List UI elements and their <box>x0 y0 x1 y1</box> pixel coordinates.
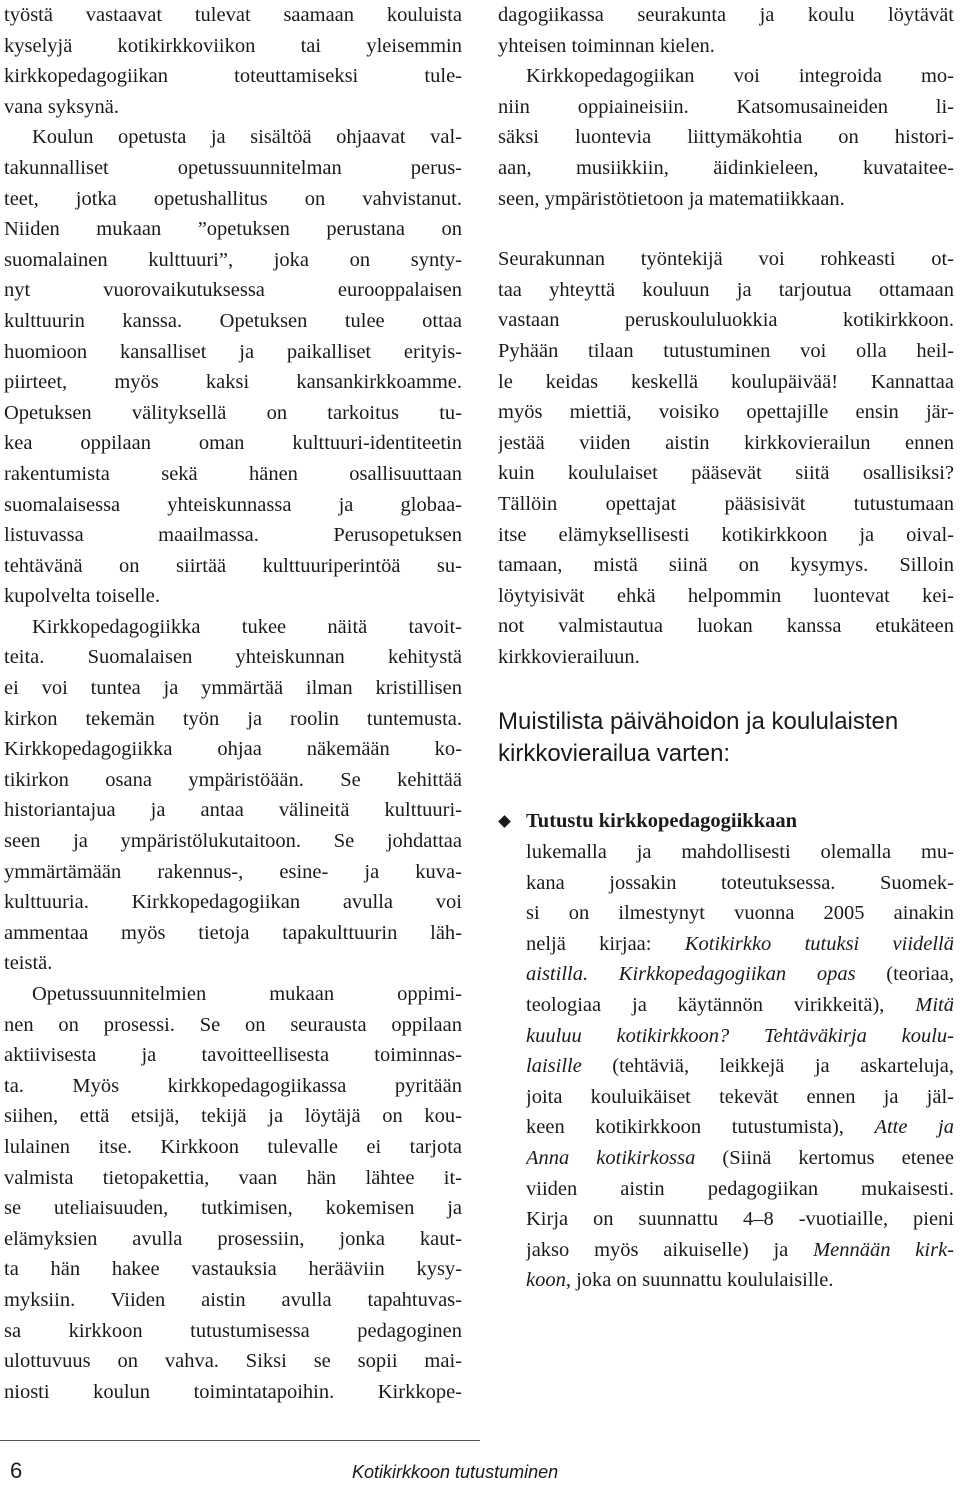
text-line: le keidas keskellä koulupäivää! Kannattaa <box>498 370 954 393</box>
text-run: (teoriaa, <box>855 963 954 986</box>
text-line: Kirkkopedagogiikka tukee näitä tavoit- <box>32 615 462 638</box>
text-line: not valmistautua luokan kanssa etukäteen <box>498 615 954 638</box>
book-title: kuuluu kotikirkkoon? Tehtäväkirja koulu- <box>526 1024 954 1047</box>
text-line: myös miettiä, voisiko opettajille ensin jär- <box>498 401 954 424</box>
text-line: dagogiikassa seurakunta ja koulu löytävät <box>498 4 954 26</box>
book-title: aistilla. Kirkkopedagogiikan opas <box>526 963 856 986</box>
text-line: lukemalla ja mahdollisesti olemalla mu- <box>526 841 954 864</box>
book-title: Atte ja <box>874 1116 954 1139</box>
text-line: Opetussuunnitelmien mukaan oppimi- <box>32 983 462 1005</box>
text-line: vana syksynä. <box>4 95 120 118</box>
text-line: kulttuurin kanssa. Opetuksen tulee ottaa <box>4 309 462 332</box>
page-number: 6 <box>10 1458 23 1483</box>
text-line: ta hän hakee vastauksia herääviin kysy- <box>4 1258 462 1281</box>
text-line: Opetuksen välityksellä on tarkoitus tu- <box>4 401 462 424</box>
checklist-item <box>498 806 954 1296</box>
text-line: sa kirkkoon tutustumisessa pedagoginen <box>4 1319 462 1342</box>
diamond-bullet-icon <box>498 816 511 829</box>
text-line: aan, musiikkiin, äidinkieleen, kuvataitee- <box>498 156 954 179</box>
text-line: aktiivisesta ja tavoitteellisesta toiminnas- <box>4 1044 462 1067</box>
text-line: vastaan peruskoululuokkia kotikirkkoon. <box>498 309 954 332</box>
text-line: Kirkkopedagogiikka ohjaa näkemään ko- <box>4 738 462 761</box>
text-line: Niiden mukaan ”opetuksen perustana on <box>4 218 462 241</box>
text-line: ei voi tuntea ja ymmärtää ilman kristillisen <box>4 677 462 700</box>
text-line: viiden aistin pedagogiikan mukaisesti. <box>526 1177 954 1200</box>
text-line: säksi luontevia liittymäkohtia on histori- <box>498 126 954 149</box>
heading-line: Muistilista päivähoidon ja koululaisten <box>498 708 899 736</box>
book-title: Anna kotikirkossa <box>526 1147 696 1169</box>
book-title: Mennään kirk- <box>813 1238 954 1261</box>
right-column <box>498 0 954 1296</box>
text-line: kulttuuria. Kirkkopedagogiikan avulla voi <box>4 891 462 914</box>
text-line: työstä vastaavat tulevat saamaan kouluista <box>4 4 462 26</box>
text-line: jestää viiden aistin kirkkovierailun ennen <box>498 431 954 454</box>
text-line: niin oppiaineisiin. Katsomusaineiden li- <box>498 95 954 118</box>
text-line: Koulun opetusta ja sisältöä ohjaavat val- <box>32 126 462 149</box>
text-line: niosti koulun toimintatapoihin. Kirkkope- <box>4 1380 462 1403</box>
text-line: kirkkopedagogiikan toteuttamiseksi tule- <box>4 65 462 88</box>
text-line: kana jossakin toteutuksessa. Suomek- <box>526 871 954 894</box>
text-line: historiantajua ja antaa välineitä kulttuuri- <box>4 799 462 822</box>
text-run: neljä kirjaa: <box>526 932 685 955</box>
text-line: tikirkon osana ympäristöään. Se kehittää <box>4 768 462 791</box>
text-line: Kirkkopedagogiikan voi integroida mo- <box>526 65 954 88</box>
text-line: si on ilmestynyt vuonna 2005 ainakin <box>526 902 954 925</box>
text-line <box>526 959 954 990</box>
text-line <box>526 1235 954 1266</box>
text-line: Tällöin opettajat pääsisivät tutustumaan <box>498 492 954 515</box>
bold-lead: Tutustu kirkkopedagogiikkaan <box>526 810 797 833</box>
text-line <box>526 1265 954 1296</box>
text-line: tehtävänä on siirtää kulttuuriperintöä su- <box>4 554 462 577</box>
text-run: (tehtäviä, leikkejä ja askarteluja, <box>581 1055 954 1078</box>
text-run: teologiaa ja käytännön virikkeitä), <box>526 994 916 1017</box>
text-run: , joka on suunnattu koululaisille. <box>565 1269 834 1292</box>
text-line: seen, ympäristötietoon ja matematiikkaan. <box>498 187 845 210</box>
text-line: suomalainen kulttuuri”, joka on synty- <box>4 248 462 271</box>
book-title: koon <box>526 1269 566 1292</box>
text-line: tamaan, mistä siinä on kysymys. Silloin <box>498 554 954 577</box>
text-line: Kirja on suunnattu 4–8 -vuotiaille, pieni <box>526 1208 954 1231</box>
text-line <box>526 990 954 1021</box>
text-line: elämyksien avulla prosessiin, jonka kaut- <box>4 1227 462 1250</box>
text-line: huomioon kansalliset ja paikalliset erityis- <box>4 340 462 363</box>
text-line: yhteisen toiminnan kielen. <box>498 34 715 57</box>
text-line: joita kouluikäiset tekevät ennen ja jäl- <box>526 1085 954 1108</box>
text-line: takunnalliset opetussuunnitelman perus- <box>4 156 462 179</box>
text-line: kea oppilaan oman kulttuuri-identiteetin <box>4 432 462 455</box>
text-line: ymmärtämään rakennus-, esine- ja kuva- <box>4 860 462 883</box>
text-line: kupolvelta toiselle. <box>4 585 160 608</box>
text-line: teet, jotka opetushallitus on vahvistanut. <box>4 187 462 210</box>
text-line <box>526 929 954 960</box>
text-line: itse elämyksellisesti kotikirkkoon ja oival- <box>498 523 954 546</box>
text-run: jakso myös aikuiselle) ja <box>526 1238 814 1261</box>
text-line: teistä. <box>4 952 53 975</box>
book-title: laisille <box>526 1055 582 1078</box>
text-line: ammentaa myös tietoja tapakulttuurin läh- <box>4 921 462 944</box>
text-line: seen ja ympäristölukutaitoon. Se johdattaa <box>4 830 462 853</box>
text-line: nen on prosessi. Se on seurausta oppilaan <box>4 1013 462 1036</box>
checklist-heading <box>498 706 954 770</box>
text-line: Seurakunnan työntekijä voi rohkeasti ot- <box>498 248 954 271</box>
text-line: Pyhään tilaan tutustuminen voi olla heil- <box>498 339 954 362</box>
book-title: Mitä <box>915 994 954 1017</box>
text-line: suomalaisessa yhteiskunnassa ja globaa- <box>4 493 462 516</box>
text-line: myksiin. Viiden aistin avulla tapahtuvas- <box>4 1288 462 1311</box>
text-line: ta. Myös kirkkopedagogiikassa pyritään <box>4 1074 462 1097</box>
text-line: rakentumista sekä hänen osallisuuttaan <box>4 462 462 485</box>
text-line: nyt vuorovaikutuksessa eurooppalaisen <box>4 279 462 302</box>
text-run: (Siinä kertomus etenee <box>695 1147 954 1169</box>
text-line: kuin koululaiset pääsevät siitä osallisiksi? <box>498 462 954 485</box>
checklist-item-body <box>526 806 954 1296</box>
text-line: teita. Suomalaisen yhteiskunnan kehitystä <box>4 646 462 669</box>
text-line: piirteet, myös kaksi kansankirkkoamme. <box>4 371 462 394</box>
text-line: listuvassa maailmassa. Perusopetuksen <box>4 524 462 547</box>
text-line <box>526 806 954 837</box>
running-title: Kotikirkkoon tutustuminen <box>352 1462 559 1482</box>
text-line: se uteliaisuuden, tutkimisen, kokemisen ja <box>4 1197 462 1220</box>
text-line: valmista tietopakettia, vaan hän lähtee it- <box>4 1166 462 1189</box>
text-line: siihen, että etsijä, tekijä ja löytäjä on kou- <box>4 1105 462 1128</box>
text-run: keen kotikirkkoon tutustumista), <box>526 1116 875 1139</box>
text-line <box>526 1051 954 1082</box>
text-line: löytyisivät ehkä helpommin luontevat kei- <box>498 584 954 607</box>
text-line <box>526 1112 954 1143</box>
text-line: ulottuvuus on vahva. Siksi se sopii mai- <box>4 1350 462 1373</box>
text-line: kirkkovierailuun. <box>498 645 640 668</box>
left-column <box>4 0 462 1407</box>
text-line: lulainen itse. Kirkkoon tulevalle ei tarjota <box>4 1135 462 1158</box>
paragraph-gap <box>498 214 954 244</box>
text-line: kyselyjä kotikirkkoviikon tai yleisemmin <box>4 34 462 57</box>
text-line: taa yhteyttä kouluun ja tarjoutua ottamaan <box>498 278 954 301</box>
text-line: kirkon tekemän työn ja roolin tuntemusta. <box>4 707 462 730</box>
text-line <box>526 1021 954 1052</box>
text-line <box>526 1143 954 1174</box>
heading-line: kirkkovierailua varten: <box>498 740 731 768</box>
book-title: Kotikirkko tutuksi viidellä <box>684 932 954 955</box>
footer-divider <box>0 1440 480 1441</box>
